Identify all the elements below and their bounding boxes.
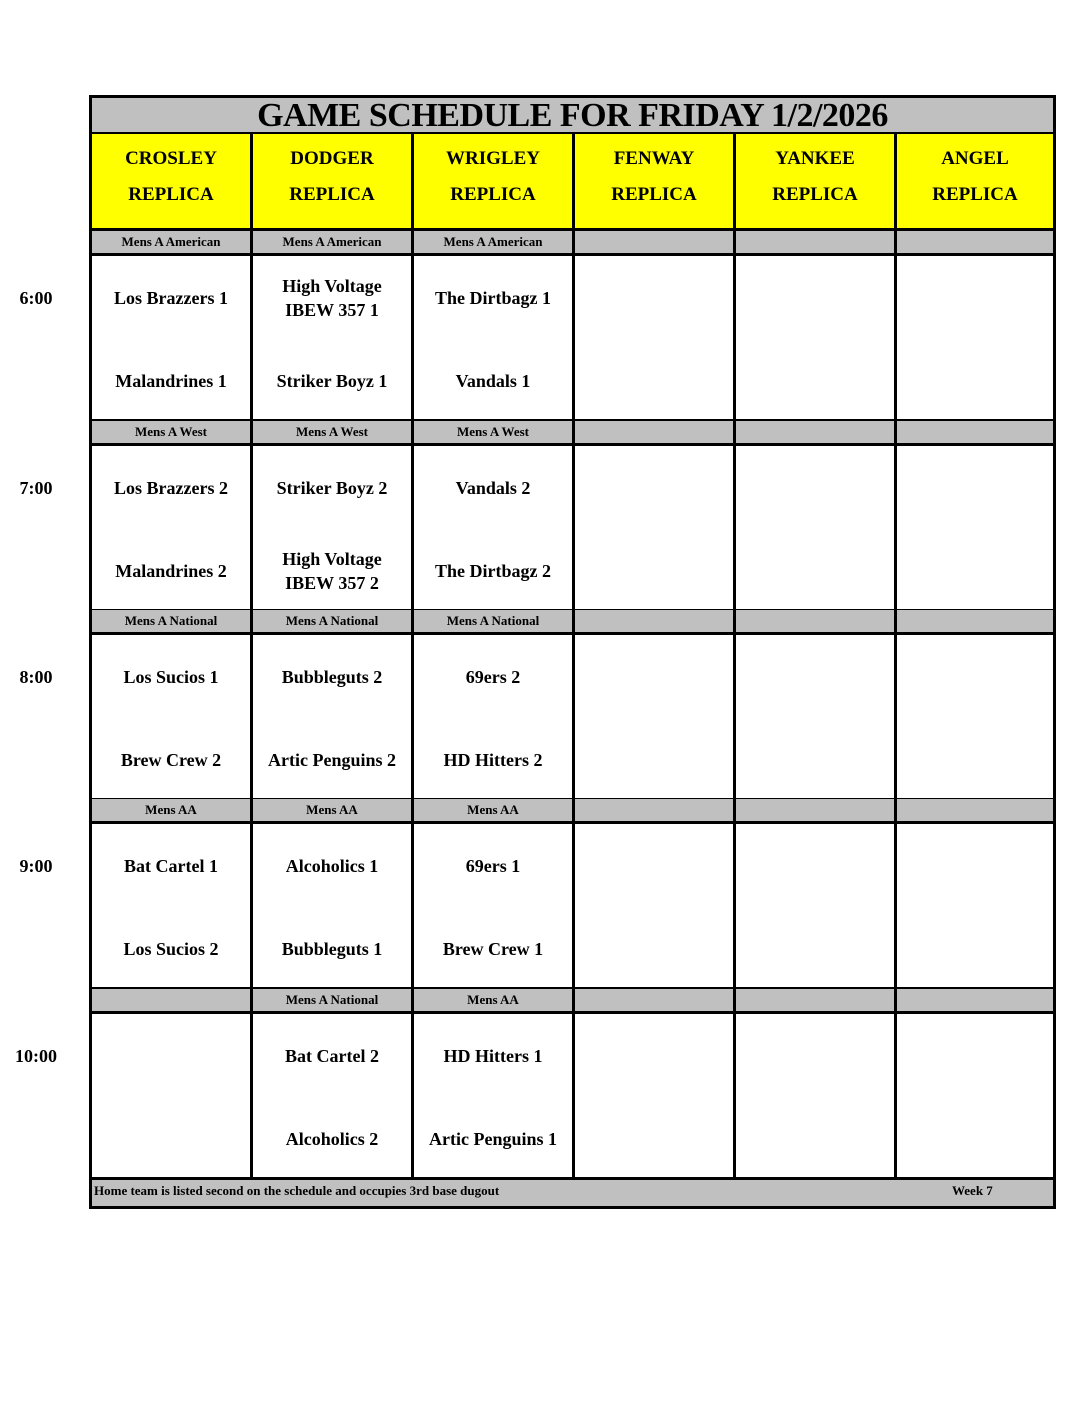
field-type: REPLICA bbox=[128, 184, 214, 205]
field-name: YANKEE bbox=[775, 148, 855, 169]
division-label bbox=[575, 799, 736, 821]
game-cell bbox=[575, 635, 736, 798]
game-cell bbox=[575, 1014, 736, 1177]
field-name: DODGER bbox=[290, 148, 374, 169]
schedule-table bbox=[89, 95, 1056, 1209]
game-cell bbox=[897, 824, 1053, 987]
week-label: Week 7 bbox=[952, 1183, 993, 1198]
division-label: Mens A National bbox=[253, 989, 414, 1011]
home-team: Alcoholics 2 bbox=[285, 1129, 379, 1149]
field-header-dodger bbox=[253, 134, 414, 228]
field-name: WRIGLEY bbox=[446, 148, 540, 169]
away-team: High Voltage IBEW 357 1 bbox=[282, 276, 382, 320]
time-label: 7:00 bbox=[19, 478, 53, 498]
time-label: 6:00 bbox=[19, 288, 53, 308]
division-label bbox=[897, 231, 1053, 253]
away-team: Bat Cartel 1 bbox=[124, 856, 218, 876]
division-label: Mens AA bbox=[414, 989, 575, 1011]
division-label: Mens A National bbox=[253, 610, 414, 632]
away-team: Vandals 2 bbox=[455, 478, 531, 498]
away-team: Bubbleguts 2 bbox=[281, 667, 383, 687]
division-label bbox=[92, 989, 253, 1011]
field-type: REPLICA bbox=[772, 184, 858, 205]
home-team: Malandrines 2 bbox=[115, 561, 227, 581]
game-cell bbox=[897, 1014, 1053, 1177]
division-label: Mens A West bbox=[253, 421, 414, 443]
time-label: 9:00 bbox=[19, 856, 53, 876]
game-cell bbox=[253, 824, 414, 987]
field-header-fenway bbox=[575, 134, 736, 228]
division-label bbox=[736, 610, 897, 632]
away-team: 69ers 2 bbox=[465, 667, 521, 687]
away-team: HD Hitters 1 bbox=[443, 1046, 543, 1066]
division-label bbox=[897, 799, 1053, 821]
game-cell bbox=[414, 256, 575, 419]
game-cell bbox=[253, 635, 414, 798]
home-team: Vandals 1 bbox=[455, 371, 531, 391]
field-header-yankee bbox=[736, 134, 897, 228]
game-cell bbox=[92, 446, 253, 609]
game-cell bbox=[736, 446, 897, 609]
game-cell bbox=[736, 824, 897, 987]
division-label bbox=[736, 799, 897, 821]
game-cell bbox=[736, 635, 897, 798]
field-name: FENWAY bbox=[613, 148, 695, 169]
away-team: Striker Boyz 2 bbox=[276, 478, 388, 498]
game-cell bbox=[575, 446, 736, 609]
division-label bbox=[897, 610, 1053, 632]
field-type: REPLICA bbox=[932, 184, 1018, 205]
time-label: 8:00 bbox=[19, 667, 53, 687]
game-cell bbox=[92, 1014, 253, 1177]
game-cell bbox=[736, 1014, 897, 1177]
division-label bbox=[575, 421, 736, 443]
division-label: Mens A American bbox=[414, 231, 575, 253]
field-type: REPLICA bbox=[289, 184, 375, 205]
game-cell bbox=[414, 824, 575, 987]
field-header-angel bbox=[897, 134, 1053, 228]
division-label: Mens AA bbox=[253, 799, 414, 821]
field-header-wrigley bbox=[414, 134, 575, 228]
game-cell bbox=[736, 256, 897, 419]
away-team: Alcoholics 1 bbox=[285, 856, 379, 876]
division-label bbox=[736, 421, 897, 443]
division-label: Mens A National bbox=[92, 610, 253, 632]
time-label: 10:00 bbox=[15, 1046, 57, 1066]
home-team: Brew Crew 1 bbox=[442, 939, 544, 959]
game-cell bbox=[92, 824, 253, 987]
game-cell bbox=[92, 635, 253, 798]
game-cell bbox=[897, 256, 1053, 419]
home-team: HD Hitters 2 bbox=[443, 750, 543, 770]
schedule-footer bbox=[92, 1176, 1053, 1206]
home-team: Artic Penguins 1 bbox=[429, 1129, 557, 1149]
division-label: Mens A West bbox=[414, 421, 575, 443]
away-team: Los Brazzers 2 bbox=[114, 478, 228, 498]
division-label: Mens A West bbox=[92, 421, 253, 443]
game-cell bbox=[253, 446, 414, 609]
home-team: Artic Penguins 2 bbox=[268, 750, 396, 770]
field-header-crosley bbox=[92, 134, 253, 228]
away-team: Los Brazzers 1 bbox=[114, 288, 228, 308]
home-team-note: Home team is listed second on the schedule and occupies 3rd base dugout bbox=[94, 1183, 500, 1198]
game-cell bbox=[414, 635, 575, 798]
home-team: Malandrines 1 bbox=[115, 371, 227, 391]
field-name: ANGEL bbox=[941, 148, 1009, 169]
game-cell bbox=[253, 1014, 414, 1177]
division-label bbox=[736, 989, 897, 1011]
field-name: CROSLEY bbox=[125, 148, 217, 169]
away-team: 69ers 1 bbox=[465, 856, 521, 876]
game-cell bbox=[575, 256, 736, 419]
home-team: Bubbleguts 1 bbox=[281, 939, 383, 959]
game-cell bbox=[414, 446, 575, 609]
game-cell bbox=[414, 1014, 575, 1177]
division-label: Mens A American bbox=[92, 231, 253, 253]
away-team: Los Sucios 1 bbox=[123, 667, 219, 687]
slot-divider bbox=[92, 1177, 1053, 1180]
game-cell bbox=[575, 824, 736, 987]
home-team: Striker Boyz 1 bbox=[276, 371, 388, 391]
game-cell bbox=[253, 256, 414, 419]
away-team: Bat Cartel 2 bbox=[285, 1046, 379, 1066]
division-label bbox=[736, 231, 897, 253]
home-team: High Voltage IBEW 357 2 bbox=[282, 549, 382, 593]
home-team: Los Sucios 2 bbox=[123, 939, 219, 959]
division-label: Mens A National bbox=[414, 610, 575, 632]
game-cell bbox=[897, 635, 1053, 798]
division-label bbox=[897, 989, 1053, 1011]
game-cell bbox=[92, 256, 253, 419]
division-label bbox=[897, 421, 1053, 443]
division-label bbox=[575, 231, 736, 253]
division-label bbox=[575, 610, 736, 632]
away-team: The Dirtbagz 1 bbox=[435, 288, 551, 308]
division-label bbox=[575, 989, 736, 1011]
field-type: REPLICA bbox=[450, 184, 536, 205]
game-cell bbox=[897, 446, 1053, 609]
division-label: Mens AA bbox=[414, 799, 575, 821]
division-label: Mens AA bbox=[92, 799, 253, 821]
schedule-title: GAME SCHEDULE FOR FRIDAY 1/2/2026 bbox=[92, 98, 1053, 134]
home-team: The Dirtbagz 2 bbox=[435, 561, 551, 581]
field-type: REPLICA bbox=[611, 184, 697, 205]
division-label: Mens A American bbox=[253, 231, 414, 253]
home-team: Brew Crew 2 bbox=[120, 750, 222, 770]
